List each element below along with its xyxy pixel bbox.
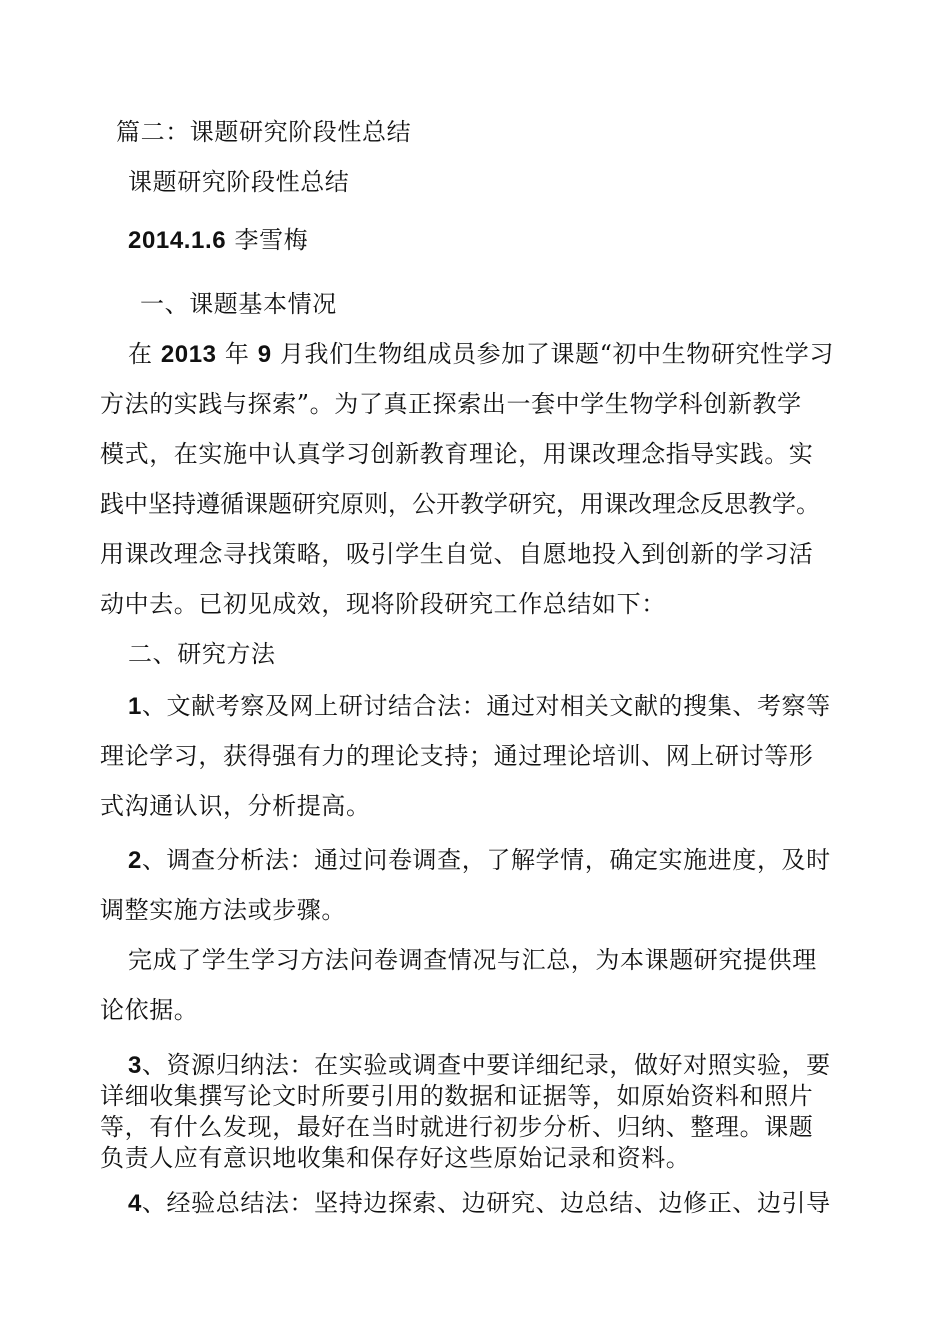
method-line: 4、经验总结法：坚持边探索、边研究、边总结、边修正、边引导 <box>128 1189 831 1217</box>
method-line: 1、文献考察及网上研讨结合法：通过对相关文献的搜集、考察等 <box>128 692 831 720</box>
paragraph-line: 用课改理念寻找策略，吸引学生自觉、自愿地投入到创新的学习活 <box>100 540 814 568</box>
method-line: 负责人应有意识地收集和保存好这些原始记录和资料。 <box>100 1144 691 1172</box>
paragraph-line: 在 2013 年 9 月我们生物组成员参加了课题“初中生物研究性学习 <box>128 340 834 368</box>
section-heading-2: 二、研究方法 <box>128 640 276 668</box>
method-line: 理论学习，获得强有力的理论支持；通过理论培训、网上研讨等形 <box>100 742 814 770</box>
paragraph-line: 动中去。已初见成效，现将阶段研究工作总结如下： <box>100 590 666 618</box>
method-line: 3、资源归纳法：在实验或调查中要详细纪录，做好对照实验，要 <box>128 1051 831 1079</box>
document-subtitle: 课题研究阶段性总结 <box>128 168 350 196</box>
method-line: 式沟通认识，分析提高。 <box>100 792 371 820</box>
paragraph-line: 方法的实践与探索”。为了真正探索出一套中学生物学科创新教学 <box>100 390 802 418</box>
document-author: 李雪梅 <box>234 226 309 254</box>
document-date: 2014.1.6 <box>128 227 227 254</box>
section-heading-1: 一、课题基本情况 <box>140 290 337 318</box>
document-heading: 篇二：课题研究阶段性总结 <box>116 118 412 146</box>
method-line: 等，有什么发现，最好在当时就进行初步分析、归纳、整理。课题 <box>100 1113 814 1141</box>
method-line: 2、调查分析法：通过问卷调查，了解学情，确定实施进度，及时 <box>128 846 831 874</box>
paragraph-line: 践中坚持遵循课题研究原则，公开教学研究，用课改理念反思教学。 <box>100 490 820 518</box>
paragraph-line: 论依据。 <box>100 996 199 1024</box>
date-author-line <box>128 225 888 256</box>
method-line: 详细收集撰写论文时所要引用的数据和证据等，如原始资料和照片 <box>100 1082 814 1110</box>
method-line: 调整实施方法或步骤。 <box>100 896 346 924</box>
paragraph-line: 完成了学生学习方法问卷调查情况与汇总，为本课题研究提供理 <box>128 946 817 974</box>
paragraph-line: 模式，在实施中认真学习创新教育理论，用课改理念指导实践。实 <box>100 440 814 468</box>
